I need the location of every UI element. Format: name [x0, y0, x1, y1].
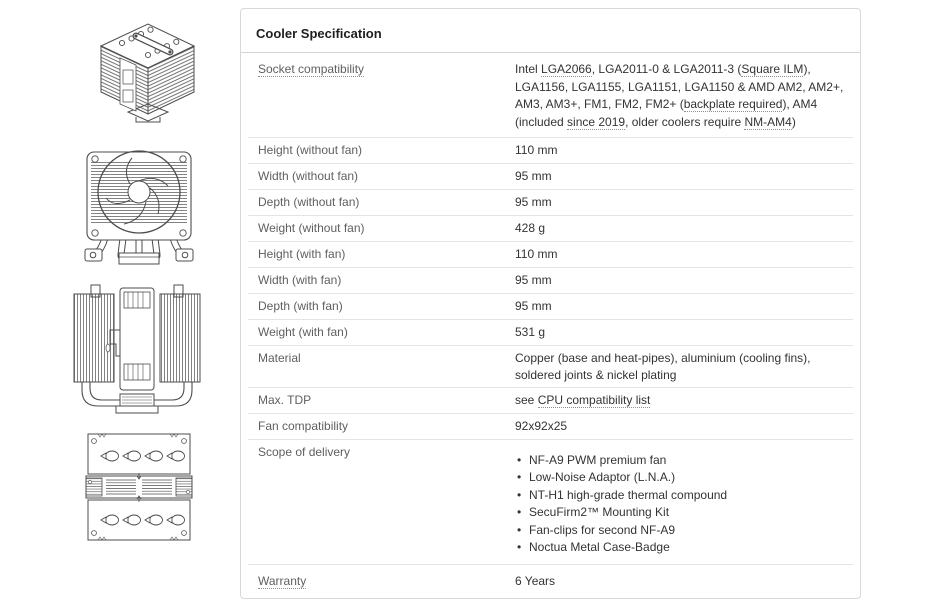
spec-value: 95 mm: [515, 195, 552, 209]
nm-am4-link[interactable]: NM-AM4: [744, 114, 792, 129]
spec-row: [248, 216, 853, 242]
spec-value: [515, 444, 853, 556]
spec-value: 92x92x25: [515, 419, 568, 433]
socket-text: (included: [515, 114, 568, 129]
spec-value: 110 mm: [515, 143, 558, 157]
lga2066-link[interactable]: LGA2066: [541, 62, 592, 76]
spec-label: [258, 61, 515, 131]
spec-row: [248, 294, 853, 320]
scope-of-delivery-list: [515, 452, 853, 556]
spec-row: [248, 242, 853, 268]
scope-item: • NF-A9 PWM premium fan: [515, 452, 853, 469]
spec-value: [515, 392, 853, 409]
socket-text: LGA1156, LGA1155, LGA1151, LGA1150 & AMD AM2, AM2+,: [515, 79, 844, 94]
warranty-tooltip[interactable]: Warranty: [258, 574, 307, 589]
spec-label: Max. TDP: [258, 393, 312, 407]
spec-table: [241, 53, 860, 599]
spec-row-warranty: [248, 565, 853, 599]
spec-value: [515, 350, 853, 384]
cooler-spec-panel: [240, 8, 861, 599]
spec-value: 95 mm: [515, 273, 552, 287]
spec-value: 110 mm: [515, 247, 558, 261]
cooler-isometric-icon: [76, 12, 206, 132]
spec-value: 95 mm: [515, 169, 552, 183]
spec-label: Depth (without fan): [258, 195, 360, 209]
spec-value: [515, 61, 853, 131]
cooler-isometric-drawing[interactable]: [76, 12, 206, 132]
cooler-top-view-icon: [74, 428, 204, 548]
spec-value: 428 g: [515, 221, 546, 235]
scope-item: • Noctua Metal Case-Badge: [515, 539, 853, 556]
spec-row: [248, 190, 853, 216]
spec-value: 95 mm: [515, 299, 552, 313]
spec-row-scope-of-delivery: [248, 440, 853, 565]
spec-label: Width (with fan): [258, 273, 342, 287]
spec-label: Width (without fan): [258, 169, 359, 183]
spec-row: [248, 138, 853, 164]
spec-label: Material: [258, 351, 301, 365]
spec-value: 6 Years: [515, 574, 556, 589]
socket-text: AM3, AM3+, FM1, FM2, FM2+ (: [515, 97, 684, 111]
spec-row: [248, 320, 853, 346]
socket-compatibility-tooltip[interactable]: Socket compatibility: [258, 62, 365, 76]
socket-text: ), AM4: [782, 97, 818, 111]
spec-row-material: [248, 346, 853, 388]
scope-item: • Fan-clips for second NF-A9: [515, 522, 853, 539]
spec-row-max-tdp: [248, 388, 853, 414]
socket-text: Intel: [515, 62, 542, 76]
cooler-side-view-drawing[interactable]: [64, 282, 210, 416]
socket-text: , LGA2011-0 & LGA2011-3 (: [591, 62, 742, 76]
material-text: Copper (base and heat-pipes), aluminium (cooling fins),: [515, 351, 811, 365]
spec-row: [248, 268, 853, 294]
scope-item: • SecuFirm2™ Mounting Kit: [515, 504, 853, 521]
material-text: soldered joints & nickel plating: [515, 368, 677, 382]
socket-text: ): [791, 114, 796, 129]
tdp-text: see: [515, 393, 538, 407]
spec-label: [258, 573, 515, 590]
spec-label: Scope of delivery: [258, 445, 351, 459]
scope-item: • Low-Noise Adaptor (L.N.A.): [515, 469, 853, 486]
cooler-front-view-icon: [72, 146, 206, 278]
spec-label: Height (without fan): [258, 143, 363, 157]
scope-item: • NT-H1 high-grade thermal compound: [515, 487, 853, 504]
spec-row-socket: [248, 53, 853, 138]
since-2019-link[interactable]: since 2019: [567, 114, 626, 129]
socket-text: , older coolers require: [625, 114, 745, 129]
spec-row: [248, 164, 853, 190]
cooler-front-view-drawing[interactable]: [72, 146, 206, 278]
cooler-side-view-icon: [64, 282, 210, 416]
spec-label: Height (with fan): [258, 247, 346, 261]
spec-label: Weight (without fan): [258, 221, 365, 235]
cooler-top-view-drawing[interactable]: [74, 428, 204, 548]
socket-text: ),: [803, 62, 811, 76]
spec-label: Depth (with fan): [258, 299, 343, 313]
spec-value: 531 g: [515, 325, 546, 339]
cpu-compatibility-list-link[interactable]: CPU compatibility list: [537, 393, 651, 407]
panel-title: Cooler Specification: [241, 9, 860, 53]
spec-row-fan-compatibility: [248, 414, 853, 440]
square-ilm-link[interactable]: Square ILM: [741, 62, 804, 76]
spec-label: Fan compatibility: [258, 419, 349, 433]
backplate-required-link[interactable]: backplate required: [683, 97, 783, 111]
spec-label: Weight (with fan): [258, 325, 348, 339]
